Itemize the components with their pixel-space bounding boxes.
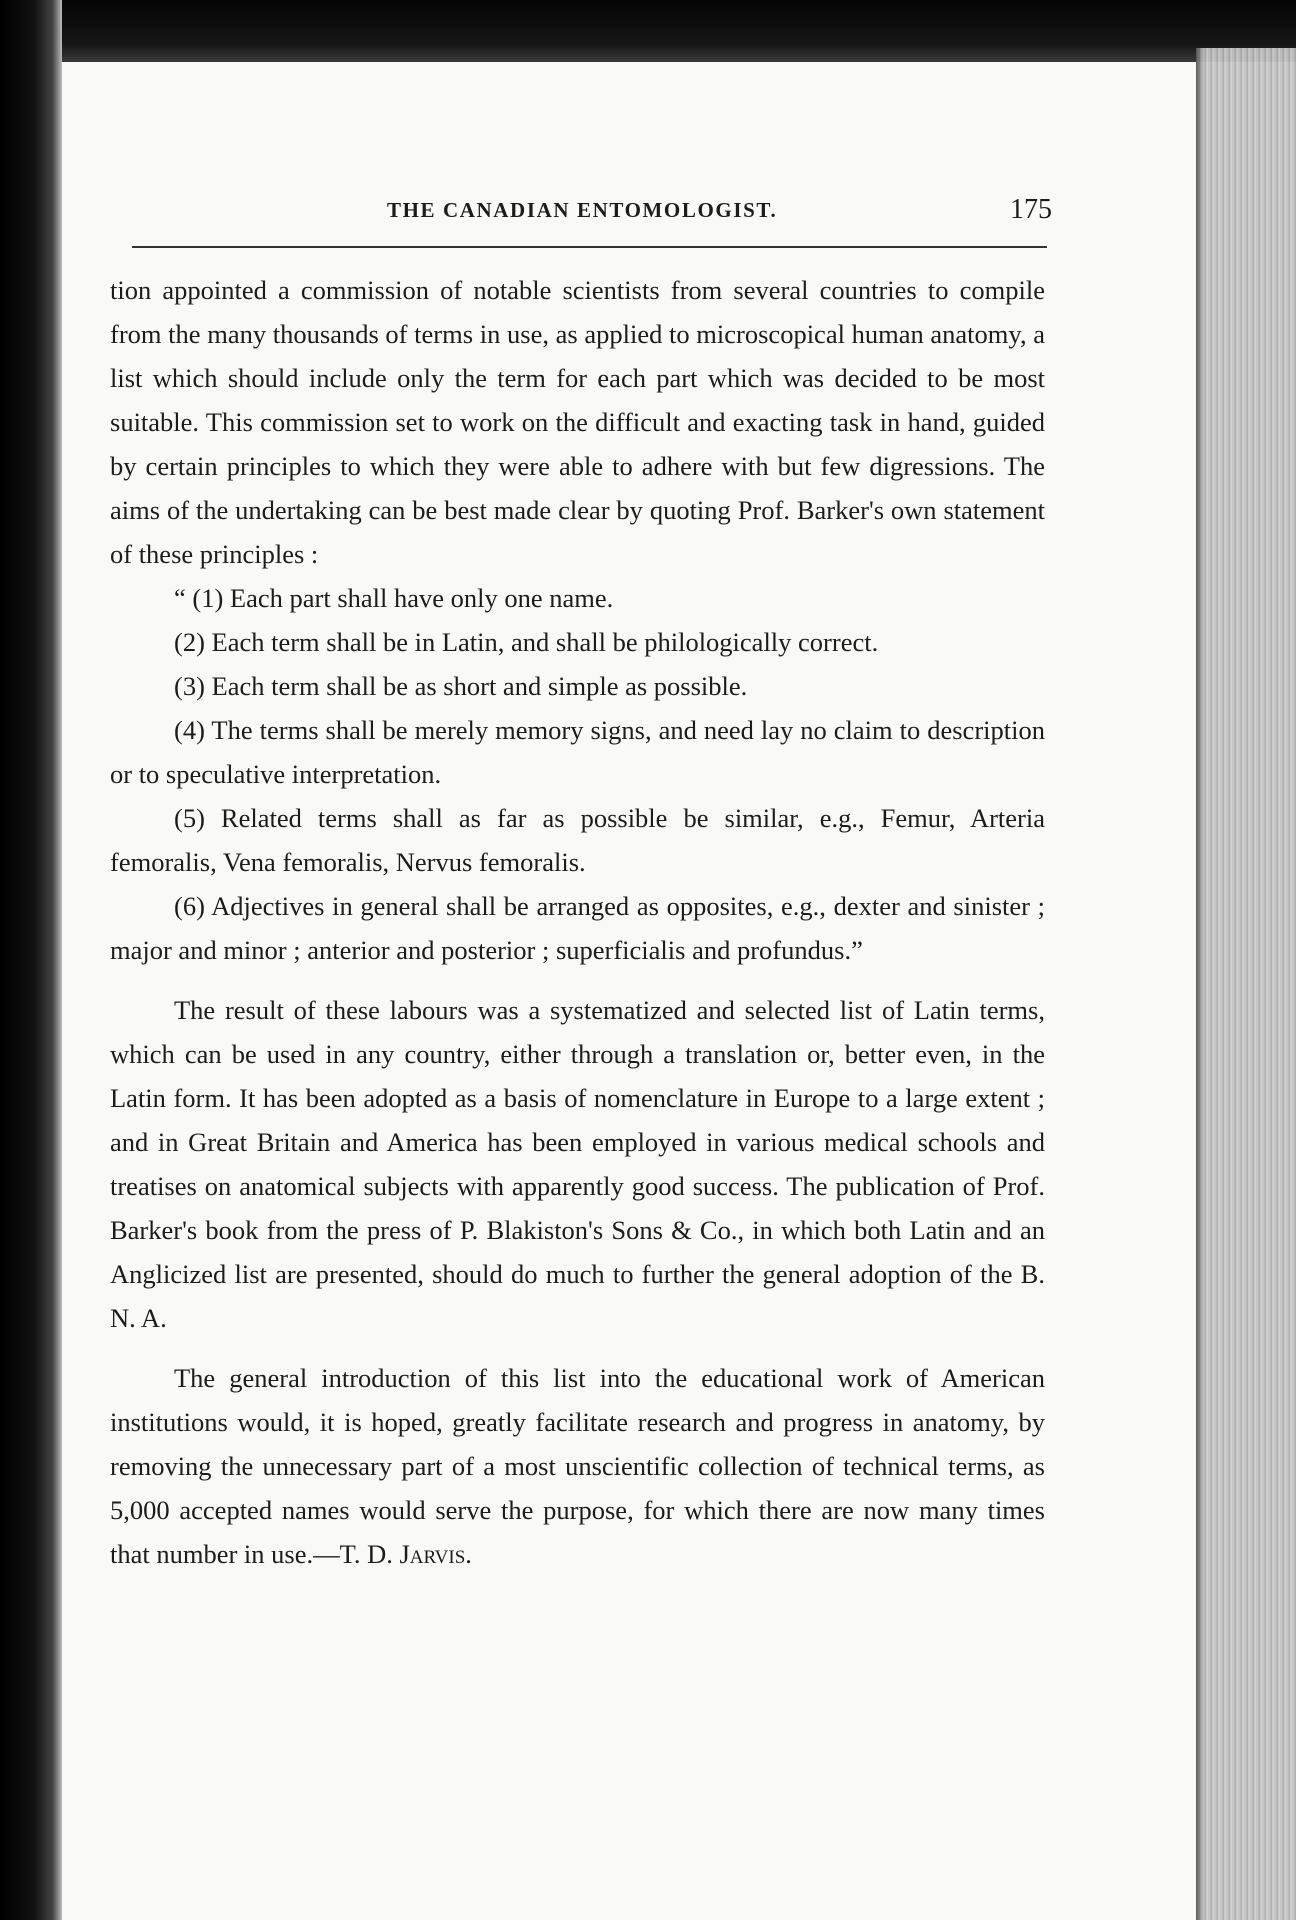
scan-binding-shadow [0, 0, 62, 1920]
body-text [110, 268, 1045, 1576]
running-title: THE CANADIAN ENTOMOLOGIST. [387, 198, 778, 222]
author-signature: T. D. Jarvis. [339, 1539, 472, 1569]
book-page-edges [1196, 48, 1296, 1920]
page-number: 175 [1010, 194, 1052, 225]
header-rule [132, 246, 1047, 248]
scan-top-border [0, 0, 1296, 62]
paragraph-introduction-text: The general introduction of this list into the educational work of American institutions would, it is hoped, greatly facilitate research and progress in anatomy, by removing the unnecessary part of a most unscientific collection of technical terms, as 5,000 accepted names would serve the purpose, for which there are now many times that number in use.— [110, 1363, 1045, 1569]
principle-2: (2) Each term shall be in Latin, and shall be philologically correct. [174, 627, 879, 657]
running-head [132, 194, 1052, 234]
principle-4: (4) The terms shall be merely memory signs, and need lay no claim to description or to speculative interpretation. [110, 715, 1045, 789]
paragraph-introduction [110, 1356, 1045, 1576]
principle-5: (5) Related terms shall as far as possible be similar, e.g., Femur, Arteria femoralis, Vena femoralis, Nervus femoralis. [110, 803, 1045, 877]
principle-6: (6) Adjectives in general shall be arranged as opposites, e.g., dexter and sinister ; major and minor ; anterior and posterior ; superficialis and profundus.” [110, 891, 1045, 965]
paragraph-result: The result of these labours was a systematized and selected list of Latin terms, which can be used in any country, either through a translation or, better even, in the Latin form. It has been adopted as a basis of nomenclature in Europe to a large extent ; and in Great Britain and America has been employed in various medical schools and treatises on anatomical subjects with apparently good success. The publication of Prof. Barker's book from the press of P. Blakiston's Sons & Co., in which both Latin and an Anglicized list are presented, should do much to further the general adoption of the B. N. A. [110, 995, 1045, 1333]
paragraph-continuation: tion appointed a commission of notable scientists from several countries to compile from the many thousands of terms in use, as applied to microscopical human anatomy, a list which should include only the term for each part which was decided to be most suitable. This commission set to work on the difficult and exacting task in hand, guided by certain principles to which they were able to adhere with but few digressions. The aims of the undertaking can be best made clear by quoting Prof. Barker's own statement of these principles : [110, 275, 1045, 569]
principle-3: (3) Each term shall be as short and simple as possible. [174, 671, 748, 701]
principle-1: “ (1) Each part shall have only one name. [174, 583, 614, 613]
